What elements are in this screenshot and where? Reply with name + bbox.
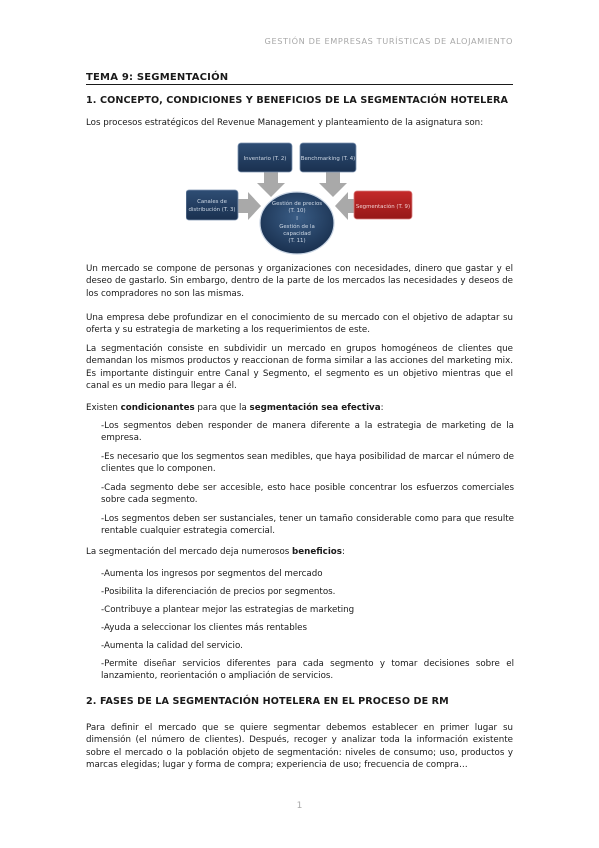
tema-title: TEMA 9: SEGMENTACIÓN	[86, 72, 513, 85]
arrow-from-segmentation	[335, 192, 356, 220]
paragraph-company: Una empresa debe profundizar en el conocimiento de su mercado con el objetivo de adaptar su oferta y su estrategia de marketing a los requerimientos de este.	[86, 313, 513, 336]
benefit-item: -Contribuye a plantear mejor las estrategias de marketing	[101, 605, 355, 615]
box-distribution	[186, 190, 238, 220]
arrow-from-distribution	[238, 192, 261, 220]
box-segmentation-label: Segmentación (T. 9)	[355, 204, 411, 210]
svg-text:capacidad: capacidad	[283, 231, 311, 237]
box-distribution-label-1: Canales de	[197, 199, 227, 205]
box-inventory	[238, 143, 292, 172]
intro-paragraph: Los procesos estratégicos del Revenue Management y planteamiento de la asignatura son:	[86, 118, 484, 128]
arrow-from-benchmarking	[319, 171, 347, 197]
central-circle	[260, 192, 334, 254]
box-segmentation	[354, 191, 412, 219]
section-2-title: 2. FASES DE LA SEGMENTACIÓN HOTELERA EN EL PROCESO DE RM	[86, 696, 449, 707]
svg-text:(T. 11): (T. 11)	[288, 238, 306, 244]
benefit-item: -Posibilita la diferenciación de precios por segmentos.	[101, 587, 336, 597]
page-number: 1	[296, 801, 303, 811]
revenue-management-diagram	[186, 139, 416, 263]
box-inventory-label: Inventario (T. 2)	[243, 156, 287, 162]
condition-item: -Los segmentos deben ser sustanciales, tener un tamaño considerable como para que resulte rentable cualquier estrategia comercial.	[101, 514, 514, 537]
svg-text:Gestión de precios: Gestión de precios	[271, 201, 323, 207]
paragraph-market: Un mercado se compone de personas y organizaciones con necesidades, dinero que gastar y el deseo de gastarlo. Sin embargo, dentro de la parte de los mercados las necesidades y deseos de los compradores no son las mismas.	[86, 264, 513, 299]
paragraph-segmentation: La segmentación consiste en subdividir un mercado en grupos homogéneos de clientes que demandan los mismos productos y reaccionan de forma similar a las acciones del marketing mix. Es importante distinguir entre Canal y Segmento, el segmento es un objetivo mientras que el canal es un medio para llegar a él.	[86, 344, 513, 392]
box-benchmarking-label: Benchmarking (T. 4)	[300, 156, 356, 162]
benefit-item: -Ayuda a seleccionar los clientes más rentables	[101, 623, 308, 633]
svg-text:Gestión de la: Gestión de la	[279, 224, 315, 230]
condition-item: -Cada segmento debe ser accesible, esto hace posible concentrar los esfuerzos comerciales sobre cada segmento.	[101, 483, 514, 506]
condition-item: -Es necesario que los segmentos sean medibles, que haya posibilidad de marcar el número de clientes que lo componen.	[101, 452, 514, 475]
paragraph-phases: Para definir el mercado que se quiere segmentar debemos establecer en primer lugar su dimensión (el número de clientes). Después, recoger y analizar toda la información existente sobre el mercado o la población objeto de segmentación: niveles de consumo; uso, productos y marcas elegidas; lugar y forma de compra; experiencia de uso; frecuencia de compra…	[86, 723, 513, 771]
arrow-from-inventory	[257, 171, 285, 197]
condition-item: -Los segmentos deben responder de manera diferente a la estrategia de marketing de la empresa.	[101, 421, 514, 444]
section-1-title: 1. CONCEPTO, CONDICIONES Y BENEFICIOS DE LA SEGMENTACIÓN HOTELERA	[86, 95, 509, 106]
benefit-item: -Aumenta la calidad del servicio.	[101, 641, 243, 651]
svg-text:(T. 10): (T. 10)	[288, 208, 306, 214]
running-header: GESTIÓN DE EMPRESAS TURÍSTICAS DE ALOJAMIENTO	[264, 36, 513, 46]
benefit-item: -Aumenta los ingresos por segmentos del mercado	[101, 569, 323, 579]
benefits-intro: La segmentación del mercado deja numerosos beneficios:	[86, 547, 345, 557]
box-benchmarking	[300, 143, 356, 172]
conditions-intro: Existen condicionantes para que la segmentación sea efectiva:	[86, 403, 384, 413]
benefit-item: -Permite diseñar servicios diferentes para cada segmento y tomar decisiones sobre el lanzamiento, reorientación o ampliación de servicios.	[101, 659, 514, 682]
svg-text:I: I	[296, 216, 298, 222]
box-distribution-label-2: distribución (T. 3)	[188, 207, 236, 213]
